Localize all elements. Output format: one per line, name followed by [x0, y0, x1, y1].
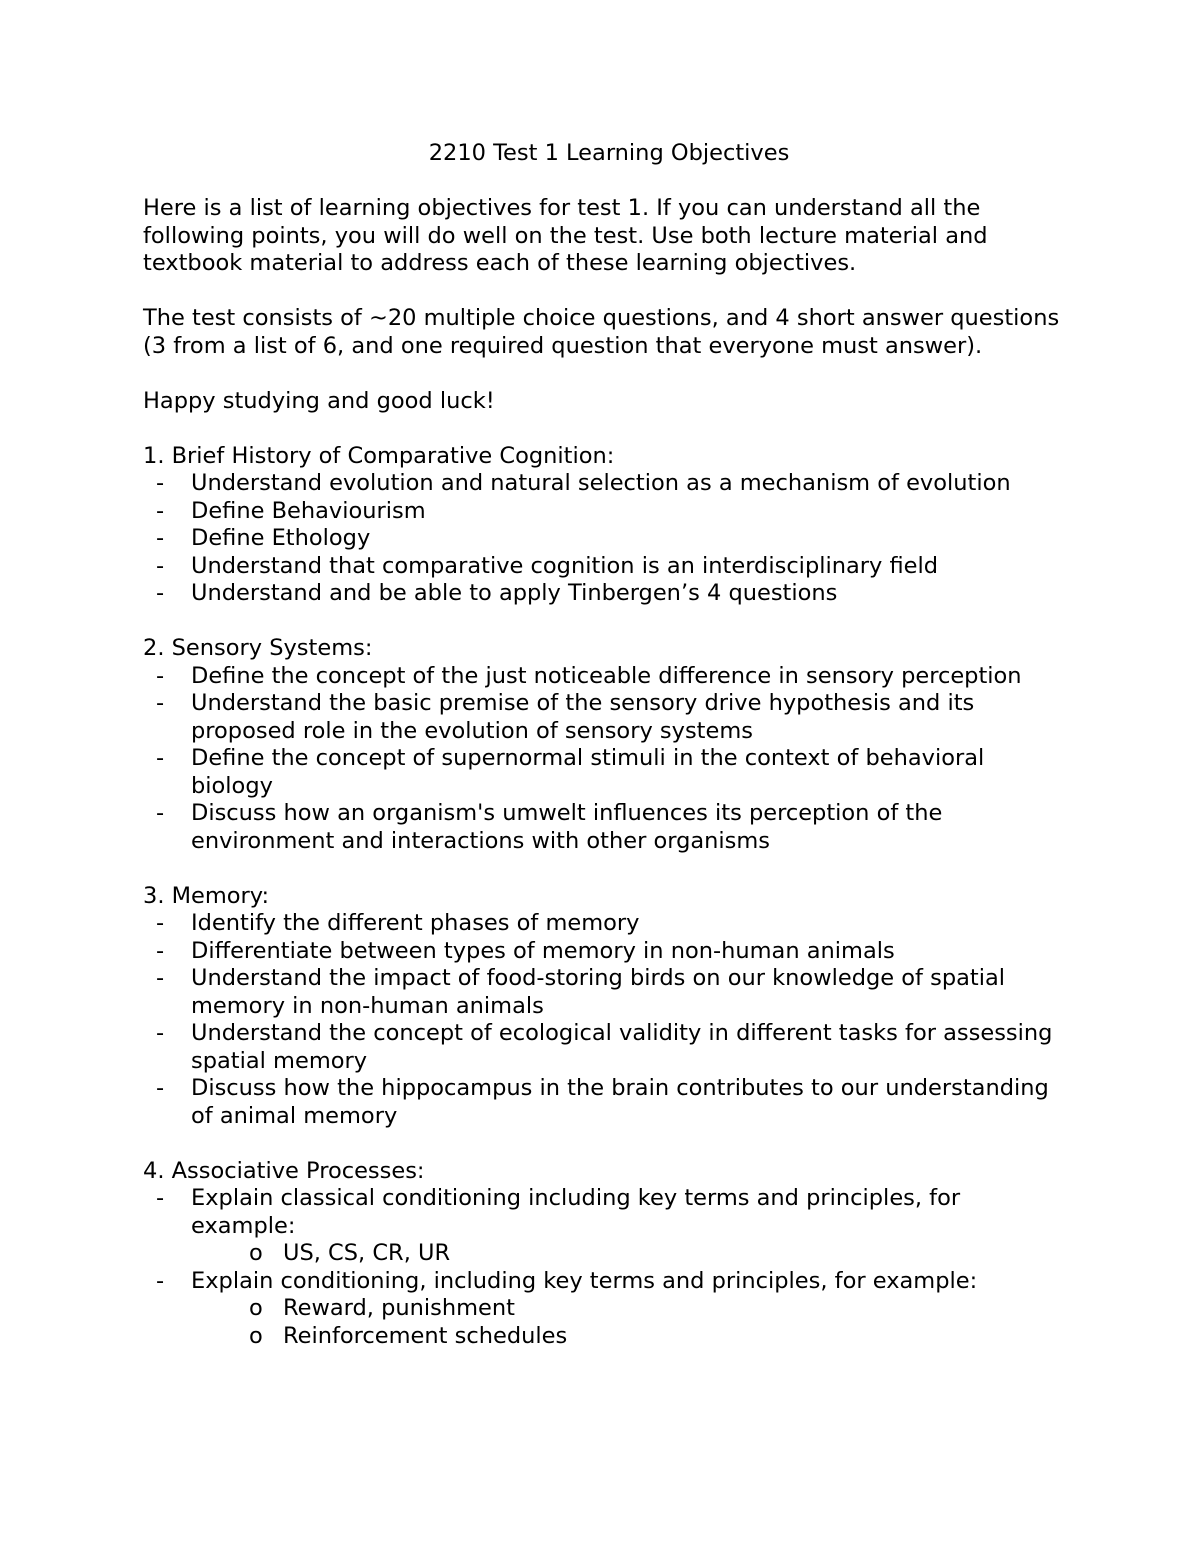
- circle-bullet: o: [249, 1322, 263, 1349]
- dash-bullet: -: [156, 525, 165, 551]
- sub-objective-item: [191, 1295, 1063, 1323]
- dash-bullet: -: [156, 937, 165, 964]
- document-page: [143, 140, 1063, 1378]
- objective-text: Define Ethology: [191, 525, 371, 551]
- objective-list: [143, 470, 1063, 608]
- objective-text: Discuss how the hippocampus in the brain contributes to our understanding of animal memory: [191, 1075, 1049, 1129]
- section-heading: 1. Brief History of Comparative Cognition:: [143, 442, 615, 469]
- sub-objective-list: [191, 1240, 1063, 1268]
- dash-bullet: -: [156, 552, 165, 579]
- closing-paragraph: Happy studying and good luck!: [143, 387, 495, 414]
- objective-section: [143, 443, 1063, 608]
- dash-bullet: -: [156, 745, 165, 771]
- document-title: 2210 Test 1 Learning Objectives: [428, 140, 790, 166]
- objective-text: Identify the different phases of memory: [191, 910, 640, 936]
- objective-text: Explain classical conditioning including key terms and principles, for example:: [191, 1185, 961, 1239]
- dash-bullet: -: [156, 1185, 165, 1211]
- dash-bullet: -: [156, 1020, 165, 1046]
- objective-text: Understand the basic premise of the sensory drive hypothesis and its proposed role in the evolution of sensory systems: [191, 690, 975, 744]
- objective-list: [143, 910, 1063, 1130]
- objective-section: [143, 635, 1063, 855]
- objective-item: [143, 1020, 1063, 1075]
- objective-text: Define the concept of the just noticeable difference in sensory perception: [191, 662, 1022, 689]
- objective-item: [143, 663, 1063, 691]
- dash-bullet: -: [156, 965, 165, 991]
- objective-text: Understand evolution and natural selection as a mechanism of evolution: [191, 470, 1011, 496]
- objective-item: [143, 965, 1063, 1020]
- circle-bullet: o: [249, 1295, 263, 1321]
- test-format-paragraph: The test consists of ~20 multiple choice questions, and 4 short answer questions (3 from a list of 6, and one required question that everyone must answer).: [143, 305, 1060, 359]
- objectives-sections: [143, 443, 1063, 1351]
- objective-section: [143, 1158, 1063, 1351]
- dash-bullet: -: [156, 497, 165, 524]
- sub-objective-item: [191, 1240, 1063, 1268]
- objective-item: [143, 745, 1063, 800]
- objective-text: Understand the impact of food-storing birds on our knowledge of spatial memory in non-human animals: [191, 965, 1005, 1019]
- objective-item: [143, 938, 1063, 966]
- dash-bullet: -: [156, 1075, 165, 1101]
- objective-item: [143, 910, 1063, 938]
- objective-list: [143, 663, 1063, 856]
- dash-bullet: -: [156, 662, 165, 689]
- objective-item: [143, 470, 1063, 498]
- objective-item: [143, 525, 1063, 553]
- objective-text: Understand that comparative cognition is an interdisciplinary field: [191, 552, 939, 579]
- dash-bullet: -: [156, 690, 165, 716]
- objective-text: Define the concept of supernormal stimuli in the context of behavioral biology: [191, 745, 985, 799]
- objective-text: Explain conditioning, including key terms and principles, for example:: [191, 1267, 978, 1294]
- objective-item: [143, 553, 1063, 581]
- objective-text: Understand the concept of ecological validity in different tasks for assessing spatial memory: [191, 1020, 1053, 1074]
- dash-bullet: -: [156, 470, 165, 496]
- objective-item: [143, 1075, 1063, 1130]
- section-heading: 2. Sensory Systems:: [143, 635, 373, 661]
- section-heading: 3. Memory:: [143, 882, 270, 909]
- dash-bullet: -: [156, 1267, 165, 1294]
- objective-text: Discuss how an organism's umwelt influences its perception of the environment and interactions with other organisms: [191, 800, 943, 854]
- objective-item: [143, 1268, 1063, 1351]
- sub-objective-list: [191, 1295, 1063, 1350]
- objective-text: Define Behaviourism: [191, 497, 426, 524]
- dash-bullet: -: [156, 910, 165, 936]
- objective-list: [143, 1185, 1063, 1350]
- section-heading: 4. Associative Processes:: [143, 1157, 425, 1184]
- intro-paragraph: Here is a list of learning objectives for test 1. If you can understand all the following points, you will do well on the test. Use both lecture material and textbook material to address each of these learning objectives.: [143, 195, 988, 276]
- sub-objective-item: [191, 1323, 1063, 1351]
- objective-text: Differentiate between types of memory in non-human animals: [191, 937, 895, 964]
- sub-objective-text: Reward, punishment: [283, 1295, 515, 1321]
- objective-item: [143, 800, 1063, 855]
- objective-item: [143, 690, 1063, 745]
- objective-item: [143, 580, 1063, 608]
- dash-bullet: -: [156, 800, 165, 826]
- dash-bullet: -: [156, 580, 165, 606]
- objective-text: Understand and be able to apply Tinbergen’s 4 questions: [191, 580, 838, 606]
- objective-item: [143, 498, 1063, 526]
- sub-objective-text: US, CS, CR, UR: [283, 1240, 451, 1266]
- circle-bullet: o: [249, 1240, 263, 1266]
- sub-objective-text: Reinforcement schedules: [283, 1322, 568, 1349]
- objective-section: [143, 883, 1063, 1131]
- objective-item: [143, 1185, 1063, 1268]
